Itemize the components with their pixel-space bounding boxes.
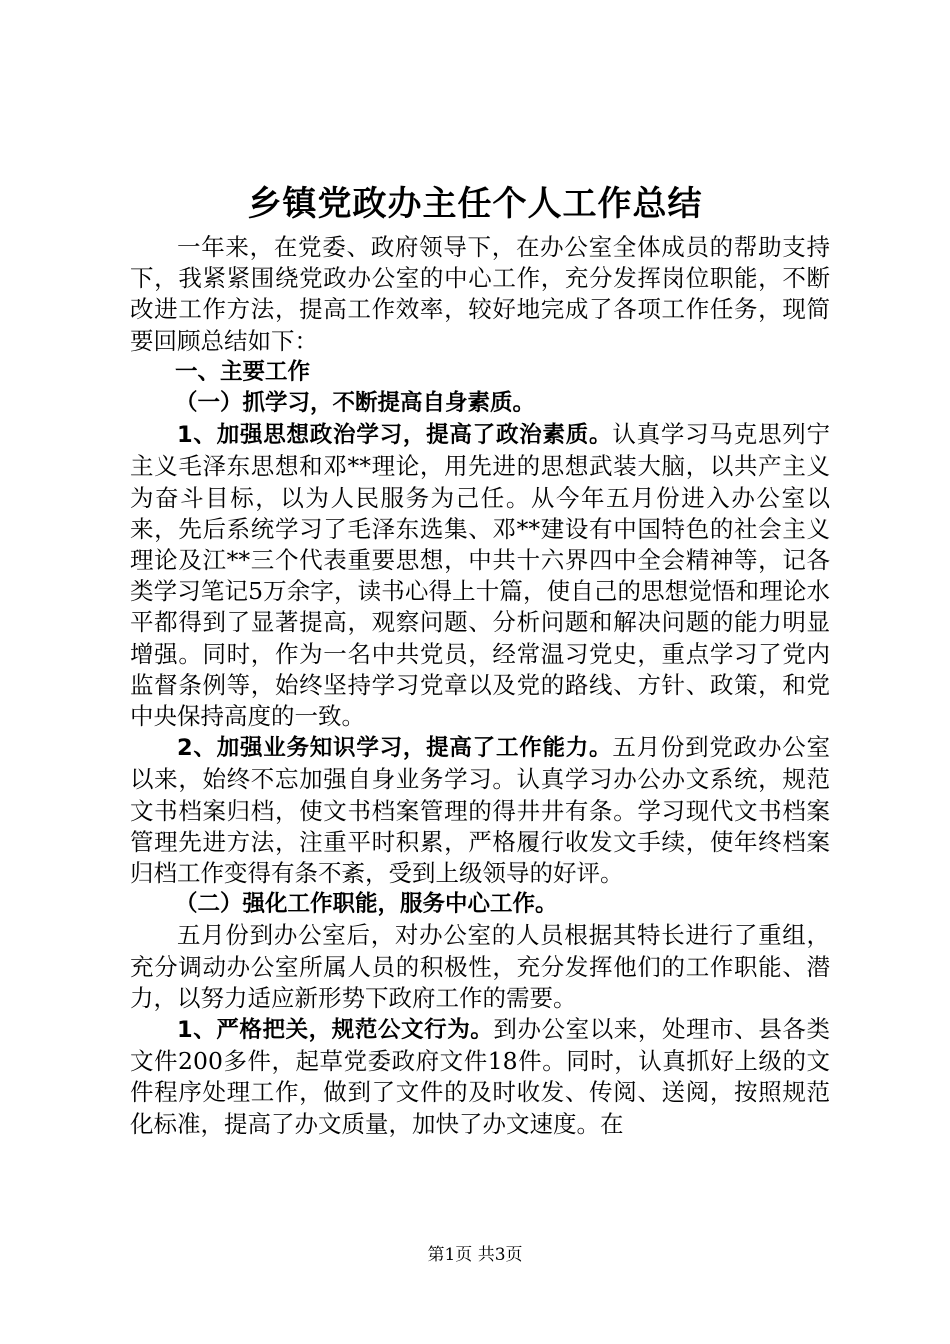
document-body [130,232,830,1140]
item-paragraph-political-study [130,419,830,732]
item-lead-business-study: 2、加强业务知识学习，提高了工作能力。 [177,735,613,762]
section-heading-main-work: 一、主要工作 [175,358,311,385]
document-title: 乡镇党政办主任个人工作总结 [247,184,703,224]
item-paragraph-business-study [130,732,830,889]
item-lead-political-study: 1、加强思想政治学习，提高了政治素质。 [177,422,613,449]
page-number-footer: 第1页 共3页 [427,1245,523,1265]
item-text-documents: 到办公室以来，处理市、县各类文件200多件，起草党委政府文件18件。同时，认真抓好上级的文件程序处理工作，做到了文件的及时收发、传阅、送阅，按照规范化标准，提高了办文质量，加快了办文速度。在 [130,1015,831,1138]
item-paragraph-documents [130,1014,830,1140]
intro-paragraph: 一年来，在党委、政府领导下，在办公室全体成员的帮助支持下，我紧紧围绕党政办公室的中心工作，充分发挥岗位职能，不断改进工作方法，提高工作效率，较好地完成了各项工作任务，现简要回顾总结如下： [130,233,830,355]
subsection-heading-functions: （二）强化工作职能，服务中心工作。 [175,891,558,918]
subsection-heading-study: （一）抓学习，不断提高自身素质。 [175,390,536,417]
item-lead-documents: 1、严格把关，规范公文行为。 [177,1017,494,1044]
item-text-business-study: 五月份到党政办公室以来，始终不忘加强自身业务学习。认真学习办公办文系统，规范文书档案归档，使文书档案管理的得井井有条。学习现代文书档案管理先进方法，注重平时积累，严格履行收发文手续，使年终档案归档工作变得有条不紊，受到上级领导的好评。 [130,733,830,888]
item-text-political-study: 认真学习马克思列宁主义毛泽东思想和邓**理论，用先进的思想武装大脑，以共产主义为奋斗目标，以为人民服务为己任。从今年五月份进入办公室以来，先后系统学习了毛泽东选集、邓**建设有中国特色的社会主义理论及江**三个代表重要思想，中共十六界四中全会精神等，记各类学习笔记5万余字，读书心得上十篇，使自己的思想觉悟和理论水平都得到了显著提高，观察问题、分析问题和解决问题的能力明显增强。同时，作为一名中共党员，经常温习党史，重点学习了党内监督条例等，始终坚持学习党章以及党的路线、方针、政策，和党中央保持高度的一致。 [130,420,830,731]
functions-paragraph: 五月份到办公室后，对办公室的人员根据其特长进行了重组，充分调动办公室所属人员的积极性，充分发挥他们的工作职能、潜力，以努力适应新形势下政府工作的需要。 [130,921,830,1012]
